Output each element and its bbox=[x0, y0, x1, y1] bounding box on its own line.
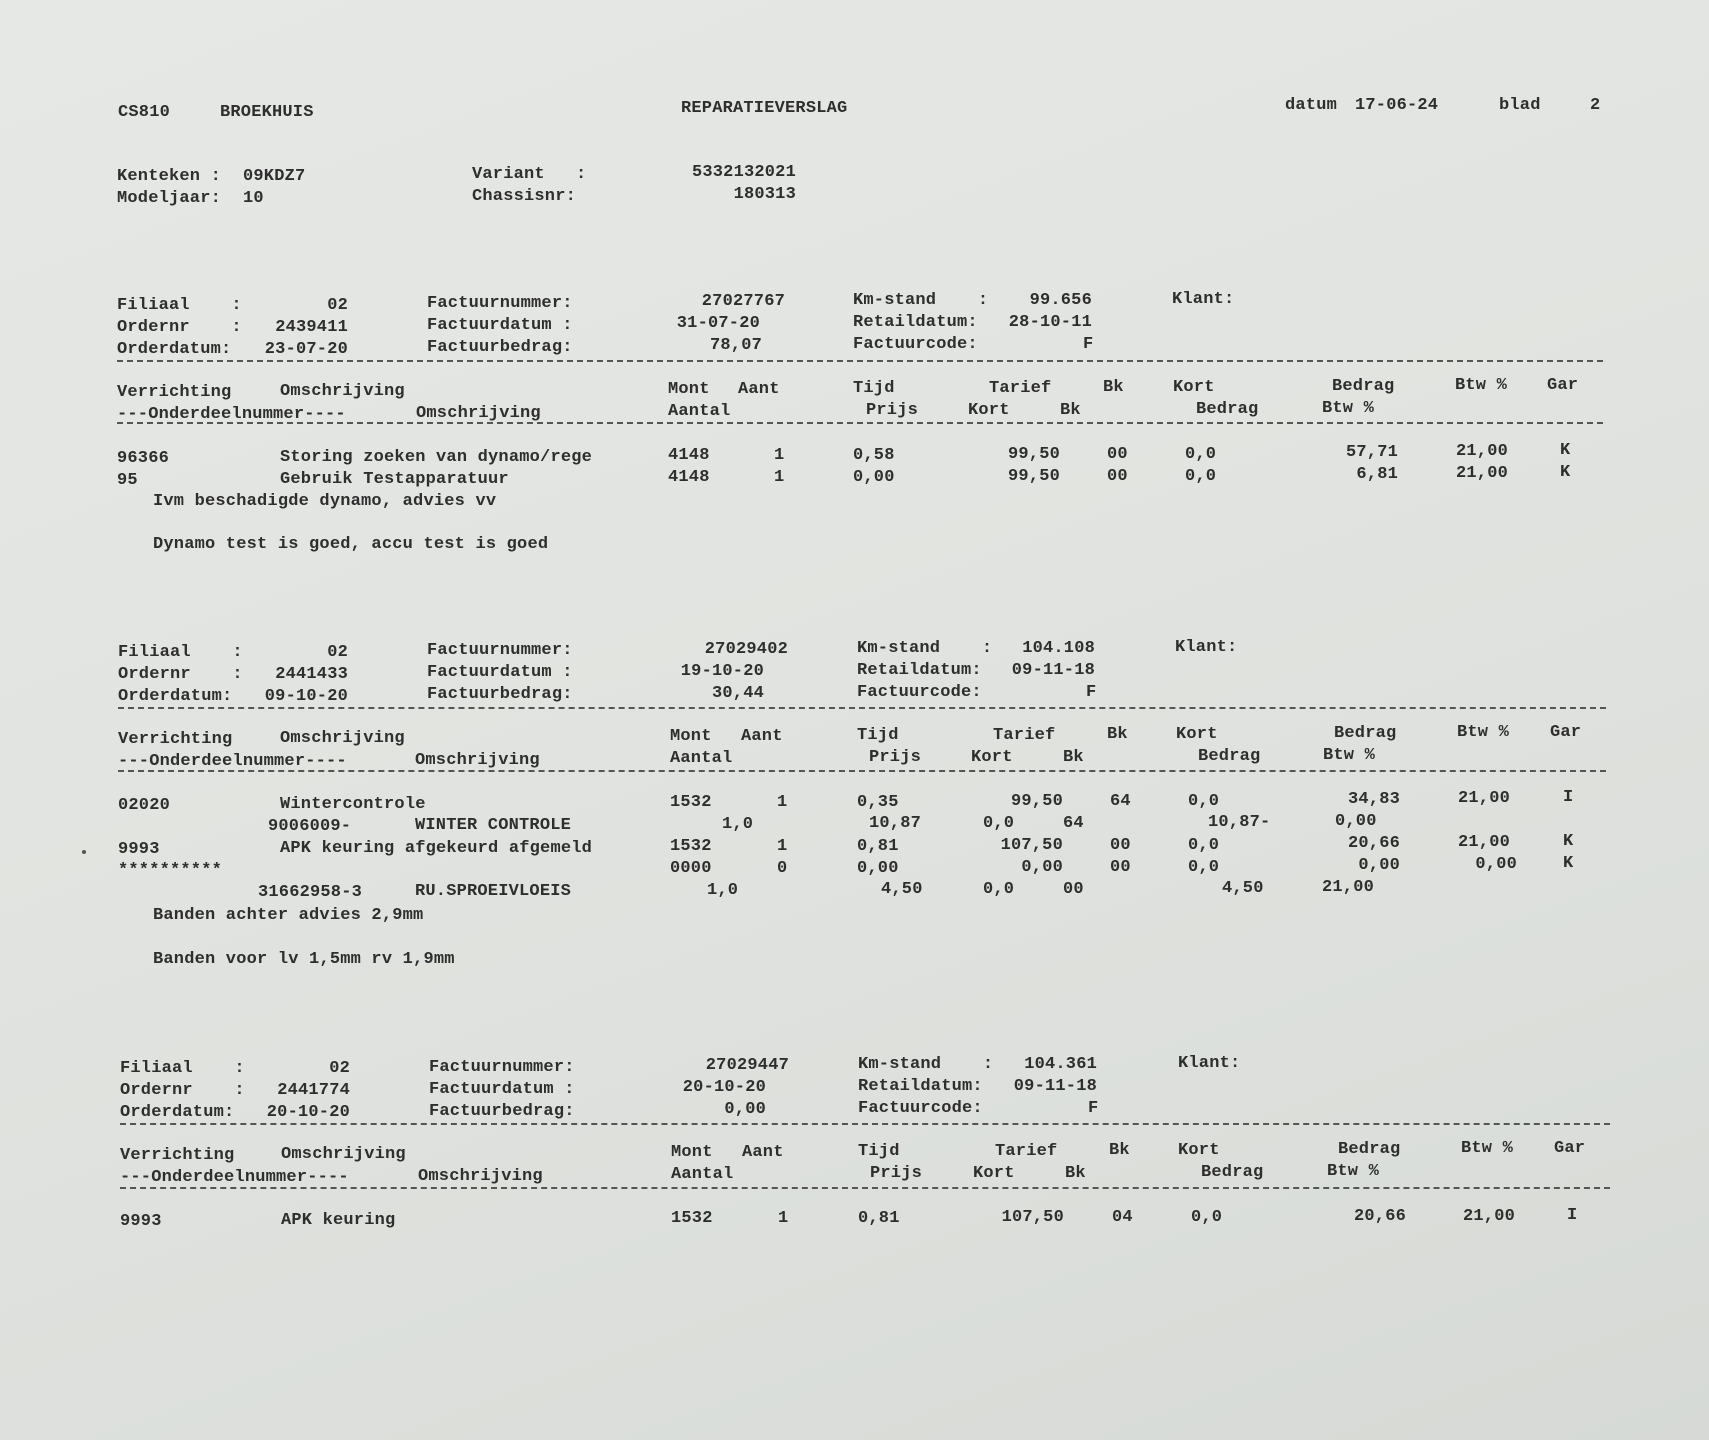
chassis-value: 180313 bbox=[733, 185, 796, 204]
filiaal-label: Filiaal : bbox=[118, 643, 243, 662]
col-btw: Btw % bbox=[1457, 723, 1510, 742]
line-omschrijving: APK keuring bbox=[281, 1211, 396, 1230]
line-kort: 0,0 bbox=[1188, 858, 1220, 877]
line-tarief: 0,00 bbox=[1021, 858, 1063, 877]
kenteken-label: Kenteken : bbox=[117, 167, 222, 186]
line-gar: I bbox=[1563, 788, 1574, 807]
speck bbox=[82, 850, 86, 854]
col-prijs: Prijs bbox=[870, 1164, 923, 1183]
col-omschrijving: Omschrijving bbox=[281, 1145, 406, 1164]
line-gar: K bbox=[1563, 854, 1574, 873]
line-mont: 1532 bbox=[671, 1209, 713, 1228]
factuurcode-value: F bbox=[1086, 683, 1097, 702]
ordernr-label: Ordernr : bbox=[117, 318, 242, 337]
company-code: CS810 bbox=[118, 103, 171, 122]
factuurbedrag-label: Factuurbedrag: bbox=[427, 338, 573, 357]
factuurnummer-value: 27027767 bbox=[701, 292, 785, 311]
factuurcode-value: F bbox=[1083, 335, 1094, 354]
divider bbox=[118, 770, 1606, 772]
divider bbox=[117, 422, 1603, 424]
line-omschrijving: Storing zoeken van dynamo/rege bbox=[280, 448, 593, 467]
col-gar: Gar bbox=[1550, 723, 1582, 742]
kmstand-label: Km-stand : bbox=[858, 1055, 994, 1074]
line-bedrag: 6,81 bbox=[1356, 465, 1398, 484]
col-onderdeelnummer: ---Onderdeelnummer---- bbox=[117, 405, 346, 424]
col-tijd: Tijd bbox=[857, 726, 899, 745]
col-tarief: Tarief bbox=[993, 726, 1056, 745]
filiaal-value: 02 bbox=[329, 1059, 350, 1078]
part-omschrijving: RU.SPROEIVLOEIS bbox=[415, 882, 572, 901]
col-tijd: Tijd bbox=[858, 1142, 900, 1161]
klant-label: Klant: bbox=[1172, 290, 1235, 309]
line-tarief: 99,50 bbox=[1007, 467, 1060, 486]
col-part-bedrag: Bedrag bbox=[1196, 400, 1259, 419]
factuurdatum-label: Factuurdatum : bbox=[427, 663, 573, 682]
col-verrichting: Verrichting bbox=[117, 383, 232, 402]
factuurnummer-value: 27029447 bbox=[705, 1056, 789, 1075]
part-bk: 00 bbox=[1063, 880, 1084, 899]
col-bedrag: Bedrag bbox=[1332, 377, 1395, 396]
col-bk: Bk bbox=[1103, 378, 1124, 397]
line-btw: 21,00 bbox=[1456, 442, 1509, 461]
line-code: 9993 bbox=[120, 1212, 162, 1231]
col-bk: Bk bbox=[1107, 725, 1128, 744]
col-verrichting: Verrichting bbox=[118, 730, 233, 749]
line-tijd: 0,35 bbox=[857, 793, 899, 812]
kmstand-value: 104.108 bbox=[1022, 639, 1095, 658]
retaildatum-value: 28-10-11 bbox=[1008, 313, 1092, 332]
kmstand-label: Km-stand : bbox=[857, 639, 993, 658]
col-tarief: Tarief bbox=[989, 379, 1052, 398]
line-tarief: 99,50 bbox=[1007, 445, 1060, 464]
factuurbedrag-label: Factuurbedrag: bbox=[429, 1102, 575, 1121]
col-kort: Kort bbox=[1173, 378, 1215, 397]
factuurdatum-value: 19-10-20 bbox=[680, 662, 764, 681]
line-mont: 4148 bbox=[668, 468, 710, 487]
line-code: 95 bbox=[117, 471, 138, 490]
line-kort: 0,0 bbox=[1185, 467, 1217, 486]
modeljaar-label: Modeljaar: bbox=[117, 189, 222, 208]
col-mont: Mont bbox=[668, 380, 710, 399]
col-aantal: Aantal bbox=[670, 749, 733, 768]
order-note: Ivm beschadigde dynamo, advies vv bbox=[153, 492, 497, 511]
factuurdatum-label: Factuurdatum : bbox=[427, 316, 573, 335]
line-bk: 00 bbox=[1107, 445, 1128, 464]
col-part-omschrijving: Omschrijving bbox=[415, 751, 540, 770]
line-btw: 21,00 bbox=[1456, 464, 1509, 483]
line-bk: 00 bbox=[1110, 836, 1131, 855]
line-tarief: 99,50 bbox=[1010, 792, 1063, 811]
divider bbox=[117, 360, 1603, 362]
retaildatum-value: 09-11-18 bbox=[1013, 1077, 1097, 1096]
col-part-bk: Bk bbox=[1063, 748, 1084, 767]
factuurnummer-label: Factuurnummer: bbox=[427, 294, 573, 313]
divider bbox=[120, 1123, 1610, 1125]
line-code: 9993 bbox=[118, 840, 160, 859]
filiaal-label: Filiaal : bbox=[117, 296, 242, 315]
retaildatum-label: Retaildatum: bbox=[853, 313, 978, 332]
line-code: 02020 bbox=[118, 796, 171, 815]
col-aantal: Aantal bbox=[671, 1165, 734, 1184]
part-btw: 21,00 bbox=[1322, 878, 1375, 897]
factuurdatum-value: 31-07-20 bbox=[676, 314, 760, 333]
line-btw: 0,00 bbox=[1475, 855, 1517, 874]
col-part-omschrijving: Omschrijving bbox=[418, 1167, 543, 1186]
line-tijd: 0,00 bbox=[857, 859, 899, 878]
line-mont: 0000 bbox=[670, 859, 712, 878]
col-onderdeelnummer: ---Onderdeelnummer---- bbox=[118, 752, 347, 771]
line-tijd: 0,00 bbox=[853, 468, 895, 487]
line-aant: 0 bbox=[777, 859, 788, 878]
col-part-bedrag: Bedrag bbox=[1198, 747, 1261, 766]
retaildatum-label: Retaildatum: bbox=[857, 661, 982, 680]
line-bedrag: 20,66 bbox=[1353, 1207, 1406, 1226]
line-bk: 00 bbox=[1110, 858, 1131, 877]
line-bedrag: 57,71 bbox=[1345, 443, 1398, 462]
orderdatum-value: 09-10-20 bbox=[264, 687, 348, 706]
col-tijd: Tijd bbox=[853, 379, 895, 398]
factuurcode-value: F bbox=[1088, 1099, 1099, 1118]
factuurnummer-label: Factuurnummer: bbox=[429, 1058, 575, 1077]
retaildatum-label: Retaildatum: bbox=[858, 1077, 983, 1096]
line-aant: 1 bbox=[777, 793, 788, 812]
line-kort: 0,0 bbox=[1188, 836, 1220, 855]
part-aantal: 1,0 bbox=[707, 881, 739, 900]
part-btw: 0,00 bbox=[1335, 812, 1377, 831]
line-kort: 0,0 bbox=[1185, 445, 1217, 464]
part-bedrag: 4,50 bbox=[1222, 879, 1264, 898]
line-tijd: 0,81 bbox=[858, 1209, 900, 1228]
line-bk: 64 bbox=[1110, 792, 1131, 811]
line-code: ********** bbox=[118, 861, 223, 880]
col-omschrijving: Omschrijving bbox=[280, 729, 405, 748]
order-note: Banden voor lv 1,5mm rv 1,9mm bbox=[153, 950, 455, 969]
col-aant: Aant bbox=[741, 727, 783, 746]
report-date: 17-06-24 bbox=[1355, 96, 1439, 115]
factuurbedrag-value: 30,44 bbox=[711, 684, 764, 703]
factuurcode-label: Factuurcode: bbox=[858, 1099, 983, 1118]
col-omschrijving: Omschrijving bbox=[280, 382, 405, 401]
col-part-omschrijving: Omschrijving bbox=[416, 404, 541, 423]
part-number: 31662958-3 bbox=[258, 883, 363, 902]
chassis-label: Chassisnr: bbox=[472, 187, 577, 206]
line-gar: K bbox=[1560, 441, 1571, 460]
line-aant: 1 bbox=[774, 468, 785, 487]
line-bk: 00 bbox=[1107, 467, 1128, 486]
divider bbox=[120, 1187, 1610, 1189]
divider bbox=[118, 707, 1606, 709]
kmstand-value: 104.361 bbox=[1024, 1055, 1097, 1074]
ordernr-value: 2439411 bbox=[275, 318, 348, 337]
line-gar: I bbox=[1567, 1206, 1578, 1225]
col-gar: Gar bbox=[1547, 376, 1579, 395]
date-label: datum bbox=[1285, 96, 1338, 115]
col-btw: Btw % bbox=[1461, 1139, 1514, 1158]
col-mont: Mont bbox=[670, 727, 712, 746]
col-mont: Mont bbox=[671, 1143, 713, 1162]
line-btw: 21,00 bbox=[1458, 789, 1511, 808]
factuurcode-label: Factuurcode: bbox=[853, 335, 978, 354]
ordernr-value: 2441774 bbox=[277, 1081, 350, 1100]
line-omschrijving: Wintercontrole bbox=[280, 795, 426, 814]
filiaal-label: Filiaal : bbox=[120, 1059, 245, 1078]
retaildatum-value: 09-11-18 bbox=[1011, 661, 1095, 680]
factuurnummer-label: Factuurnummer: bbox=[427, 641, 573, 660]
ordernr-value: 2441433 bbox=[275, 665, 348, 684]
line-gar: K bbox=[1560, 463, 1571, 482]
part-kort: 0,0 bbox=[983, 880, 1015, 899]
line-tarief: 107,50 bbox=[1001, 1208, 1064, 1227]
orderdatum-value: 20-10-20 bbox=[266, 1103, 350, 1122]
line-gar: K bbox=[1563, 832, 1574, 851]
factuurdatum-value: 20-10-20 bbox=[682, 1078, 766, 1097]
col-kort: Kort bbox=[1178, 1141, 1220, 1160]
factuurbedrag-value: 0,00 bbox=[724, 1100, 766, 1119]
col-part-btw: Btw % bbox=[1327, 1162, 1380, 1181]
line-aant: 1 bbox=[774, 446, 785, 465]
part-bedrag: 10,87- bbox=[1208, 813, 1271, 832]
line-tijd: 0,81 bbox=[857, 837, 899, 856]
part-prijs: 10,87 bbox=[869, 814, 922, 833]
kmstand-label: Km-stand : bbox=[853, 291, 989, 310]
orderdatum-label: Orderdatum: bbox=[117, 340, 232, 359]
variant-value: 5332132021 bbox=[691, 163, 796, 182]
col-verrichting: Verrichting bbox=[120, 1146, 235, 1165]
orderdatum-label: Orderdatum: bbox=[118, 687, 233, 706]
factuurbedrag-label: Factuurbedrag: bbox=[427, 685, 573, 704]
col-part-kort: Kort bbox=[971, 748, 1013, 767]
ordernr-label: Ordernr : bbox=[120, 1081, 245, 1100]
factuurdatum-label: Factuurdatum : bbox=[429, 1080, 575, 1099]
part-bk: 64 bbox=[1063, 814, 1084, 833]
col-gar: Gar bbox=[1554, 1139, 1586, 1158]
line-aant: 1 bbox=[778, 1209, 789, 1228]
report-title: REPARATIEVERSLAG bbox=[681, 99, 848, 118]
part-omschrijving: WINTER CONTROLE bbox=[415, 816, 572, 835]
col-kort: Kort bbox=[1176, 725, 1218, 744]
ordernr-label: Ordernr : bbox=[118, 665, 243, 684]
part-number: 9006009- bbox=[268, 817, 352, 836]
page-number: 2 bbox=[1590, 96, 1601, 115]
col-part-bk: Bk bbox=[1060, 401, 1081, 420]
klant-label: Klant: bbox=[1178, 1054, 1241, 1073]
line-btw: 21,00 bbox=[1458, 833, 1511, 852]
kenteken-value: 09KDZ7 bbox=[243, 167, 306, 186]
col-part-bedrag: Bedrag bbox=[1201, 1163, 1264, 1182]
line-bedrag: 34,83 bbox=[1347, 790, 1400, 809]
filiaal-value: 02 bbox=[327, 643, 348, 662]
col-tarief: Tarief bbox=[995, 1142, 1058, 1161]
line-bedrag: 20,66 bbox=[1347, 834, 1400, 853]
col-btw: Btw % bbox=[1455, 376, 1508, 395]
col-part-kort: Kort bbox=[968, 401, 1010, 420]
orderdatum-label: Orderdatum: bbox=[120, 1103, 235, 1122]
factuurcode-label: Factuurcode: bbox=[857, 683, 982, 702]
col-bk: Bk bbox=[1109, 1141, 1130, 1160]
line-mont: 4148 bbox=[668, 446, 710, 465]
line-kort: 0,0 bbox=[1188, 792, 1220, 811]
line-bk: 04 bbox=[1112, 1208, 1133, 1227]
part-kort: 0,0 bbox=[983, 814, 1015, 833]
col-part-btw: Btw % bbox=[1323, 746, 1376, 765]
orderdatum-value: 23-07-20 bbox=[264, 340, 348, 359]
part-prijs: 4,50 bbox=[881, 880, 923, 899]
page-label: blad bbox=[1499, 96, 1541, 115]
col-part-bk: Bk bbox=[1065, 1164, 1086, 1183]
line-mont: 1532 bbox=[670, 793, 712, 812]
line-code: 96366 bbox=[117, 449, 170, 468]
company-name: BROEKHUIS bbox=[220, 103, 314, 122]
line-tarief: 107,50 bbox=[1000, 836, 1063, 855]
modeljaar-value: 10 bbox=[243, 189, 264, 208]
line-mont: 1532 bbox=[670, 837, 712, 856]
col-onderdeelnummer: ---Onderdeelnummer---- bbox=[120, 1168, 349, 1187]
line-omschrijving: APK keuring afgekeurd afgemeld bbox=[280, 839, 593, 858]
col-aant: Aant bbox=[742, 1143, 784, 1162]
factuurbedrag-value: 78,07 bbox=[709, 336, 762, 355]
line-omschrijving: Gebruik Testapparatuur bbox=[280, 470, 509, 489]
col-aant: Aant bbox=[738, 380, 780, 399]
col-part-btw: Btw % bbox=[1322, 399, 1375, 418]
line-btw: 21,00 bbox=[1463, 1207, 1516, 1226]
variant-label: Variant : bbox=[472, 165, 587, 184]
line-tijd: 0,58 bbox=[853, 446, 895, 465]
part-aantal: 1,0 bbox=[722, 815, 754, 834]
col-prijs: Prijs bbox=[869, 748, 922, 767]
col-part-kort: Kort bbox=[973, 1164, 1015, 1183]
line-kort: 0,0 bbox=[1191, 1208, 1223, 1227]
filiaal-value: 02 bbox=[327, 296, 348, 315]
order-note: Dynamo test is goed, accu test is goed bbox=[153, 535, 549, 554]
factuurnummer-value: 27029402 bbox=[704, 640, 788, 659]
klant-label: Klant: bbox=[1175, 638, 1238, 657]
line-aant: 1 bbox=[777, 837, 788, 856]
order-note: Banden achter advies 2,9mm bbox=[153, 906, 424, 925]
col-bedrag: Bedrag bbox=[1338, 1140, 1401, 1159]
col-aantal: Aantal bbox=[668, 402, 731, 421]
kmstand-value: 99.656 bbox=[1029, 291, 1092, 310]
col-bedrag: Bedrag bbox=[1334, 724, 1397, 743]
line-bedrag: 0,00 bbox=[1358, 856, 1400, 875]
col-prijs: Prijs bbox=[866, 401, 919, 420]
